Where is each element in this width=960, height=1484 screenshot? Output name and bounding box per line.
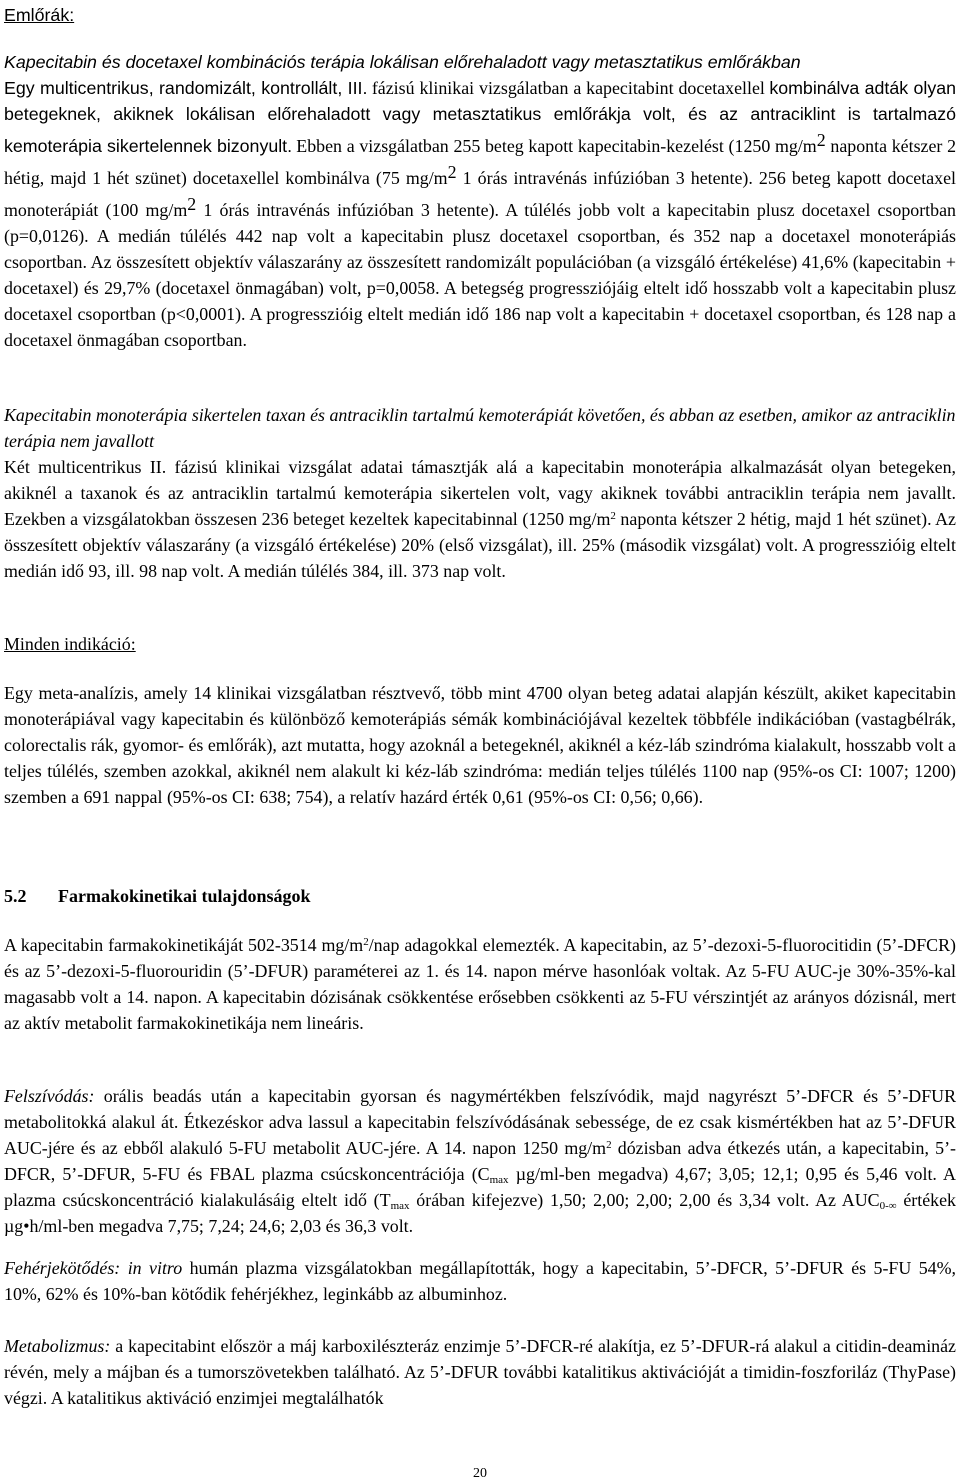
absorption-paragraph <box>4 1083 956 1239</box>
metabolism-text: a kapecitabint először a máj karboxilészteráz enzimje 5’-DFCR-ré alakítja, ez 5’-DFUR-rá alakul a citidin-deamináz révén, mely a májban és a tumorszövetekben található. Az 5’-DFUR további katalitikus aktivációját a timidin-foszforiláz (ThyPase) végzi. A katalitikus aktiváció enzimjei megtalálhatók <box>4 1336 956 1408</box>
combo-text-sans-b: kombinálva adták olyan betegeknek, akiknek lokálisan előrehaladott vagy metasztatikus emlőrákja volt, és az antraciklint is tartalmazó kemoterápia sikertelennek bizonyult. <box>4 78 957 156</box>
metabolism-label: Metabolizmus: <box>4 1336 111 1356</box>
all-indications-heading <box>4 631 136 657</box>
mono-subheading: Kapecitabin monoterápia sikertelen taxan és antraciklin tartalmú kemoterápiát követően, és abban az esetben, amikor az antraciklin terápia nem javallott <box>4 405 956 451</box>
combo-text-serif-e: 1 órás intravénás infúzióban 3 hetente). A túlélés jobb volt a kapecitabin plusz docetaxel csoportban (p=0,0126). A medián túlélés 442 nap volt a kapecitabin plusz docetaxel csoportban, és 352 nap a docetaxel monoterápiás csoportban. Az összesített objektív válaszarány az összesített randomizált populációban (a vizsgáló értékelése) 41,6% (kapecitabin + docetaxel) és 29,7% (docetaxel önmagában) volt, p=0,0058. A betegség progressziójáig eltelt idő hosszabb volt a kapecitabin plusz docetaxel csoportban (p<0,0001). A progresszióig eltelt medián idő 186 nap volt a kapecitabin + docetaxel csoportban, és 128 nap a docetaxel önmagában csoportban. <box>4 200 956 350</box>
binding-in-vitro: in vitro <box>127 1258 183 1278</box>
mono-text-b: naponta kétszer 2 hétig, majd 1 hét szünet). Az összesített objektív válaszarány (a vizsgáló értékelése) 20% (első vizsgálat), ill. 25% (második vizsgálat) volt. A progresszióig eltelt medián idő 93, ill. 98 nap volt. A medián túlélés 384, ill. 373 nap volt. <box>4 509 956 581</box>
combo-therapy-block <box>4 49 956 353</box>
absorption-text-d: órában kifejezve) 1,50; 2,00; 2,00; 2,00 és 3,34 volt. Az AUC <box>409 1190 880 1210</box>
heading-breast-cancer <box>4 2 74 28</box>
mono-paragraph <box>4 454 956 584</box>
combo-text-serif-a: fázisú klinikai vizsgálatban a kapecitabint docetaxellel <box>371 78 765 98</box>
all-indications-heading-text: Minden indikáció: <box>4 634 136 654</box>
all-indications-paragraph: Egy meta-analízis, amely 14 klinikai vizsgálatban résztvevő, több mint 4700 olyan beteg adatai alapján készült, akiket kapecitabin monoterápiával vagy kapecitabin és különböző kemoterápiás sémák kombinációjával kezeltek többféle indikációban (vastagbélrák, colorectalis rák, gyomor- és emlőrák), azt mutatta, hogy azoknál a betegeknél, akiknél a kéz-láb szindróma kialakult, hosszabb volt a teljes túlélés, szemben azokkal, akiknél nem alakult ki kéz-láb szindróma: medián teljes túlélés 1100 nap (95%-os CI: 1007; 1200) szemben a 691 nappal (95%-os CI: 638; 754), a relatív hazárd érték 0,61 (95%-os CI: 0,56; 0,66). <box>4 683 956 807</box>
pk-intro-text-b: /nap adagokkal elemezték. A kapecitabin, az 5’-dezoxi-5-fluorocitidin (5’-DFCR) és az 5’-dezoxi-5-fluorouridin (5’-DFUR) paraméterei az 1. és 14. napon mérve hasonlóak voltak. Az 5-FU AUC-je 30%-35%-kal magasabb volt a 14. napon. A kapecitabin dózisának csökkentése erősebben csökkenti az 5-FU vérszintjét az arányos dózisnál, mert az aktív metabolit farmakokinetikája nem lineáris. <box>4 935 956 1033</box>
pk-intro-text-a: A kapecitabin farmakokinetikáját 502-3514 mg/m <box>4 935 364 955</box>
section-5-2-heading <box>4 883 311 909</box>
absorption-sub-auc: 0-∞ <box>879 1200 897 1212</box>
mono-text-a: Két multicentrikus II. fázisú klinikai vizsgálat adatai támasztják alá a kapecitabin monoterápia alkalmazását olyan betegeken, akiknél a taxanok és az antraciklin tartalmú kemoterápia sikertelen volt, vagy akiknek további antraciklin terápia nem javallt. Ezekben a vizsgálatokban összesen 236 beteget kezeltek kapecitabinnal (1250 mg/m <box>4 457 956 529</box>
absorption-sup: 2 <box>606 1139 612 1151</box>
monotherapy-block <box>4 402 956 584</box>
pk-intro-sup: 2 <box>363 936 369 948</box>
absorption-label: Felszívódás: <box>4 1086 95 1106</box>
page-number: 20 <box>473 1466 487 1481</box>
absorption-sub-cmax: max <box>489 1174 509 1186</box>
absorption-text-a: orális beadás után a kapecitabin gyorsan és nagymértékben felszívódik, majd nagyrészt 5’-DFCR és 5’-DFUR metabolitokká alakul át. Étkezéskor adva lassul a kapecitabin felszívódásának sebessége, de ez csak kismértékben hat az 5’-DFUR AUC-jére és az ebből alakuló 5-FU metabolit AUC-jére. A 14. napon 1250 mg/m <box>4 1086 956 1158</box>
combo-text-serif-c: naponta kétszer 2 hétig, majd 1 hét szünet) docetaxellel kombinálva (75 mg/m <box>4 136 957 188</box>
combo-sup-b: 2 <box>447 162 457 182</box>
combo-sup-c: 2 <box>187 194 197 214</box>
binding-text: humán plazma vizsgálatokban megállapították, hogy a kapecitabin, 5’-DFCR, 5’-DFUR és 5-FU 54%, 10%, 62% és 10%-ban kötődik fehérjékhez, leginkább az albuminhoz. <box>4 1258 956 1304</box>
absorption-text-e: értékek µg•h/ml-ben megadva 7,75; 7,24; 24,6; 2,03 és 36,3 volt. <box>4 1190 956 1236</box>
combo-text-sans-a: Egy multicentrikus, randomizált, kontrollált, III. <box>4 78 368 98</box>
section-number: 5.2 <box>4 886 27 906</box>
protein-binding-paragraph <box>4 1255 956 1307</box>
absorption-text-c: µg/ml-ben megadva) 4,67; 3,05; 12,1; 0,95 és 5,46 volt. A plazma csúcskoncentráció kialakulásáig eltelt idő (T <box>4 1164 956 1210</box>
heading-breast-cancer-text: Emlőrák: <box>4 5 75 25</box>
combo-text-serif-d: 1 órás intravénás infúzióban 3 hetente). 256 beteg kapott docetaxel monoterápiát (100 mg/m <box>4 168 957 220</box>
binding-label: Fehérjekötődés: <box>4 1258 121 1278</box>
combo-sup-a: 2 <box>816 130 826 150</box>
absorption-text-b: dózisban adva étkezés után, a kapecitabin, 5’-DFCR, 5’-DFUR, 5-FU és FBAL plazma csúcskoncentrációja (C <box>4 1138 956 1184</box>
mono-sup: 2 <box>610 510 616 522</box>
combo-text-serif-b: Ebben a vizsgálatban 255 beteg kapott kapecitabin-kezelést (1250 mg/m <box>296 136 817 156</box>
absorption-sub-tmax: max <box>390 1200 410 1212</box>
section-title: Farmakokinetikai tulajdonságok <box>58 886 311 906</box>
combo-paragraph <box>4 75 956 353</box>
metabolism-paragraph <box>4 1333 956 1411</box>
combo-subheading: Kapecitabin és docetaxel kombinációs terápia lokálisan előrehaladott vagy metasztatikus emlőrákban <box>4 52 801 72</box>
pk-intro-paragraph <box>4 932 956 1036</box>
